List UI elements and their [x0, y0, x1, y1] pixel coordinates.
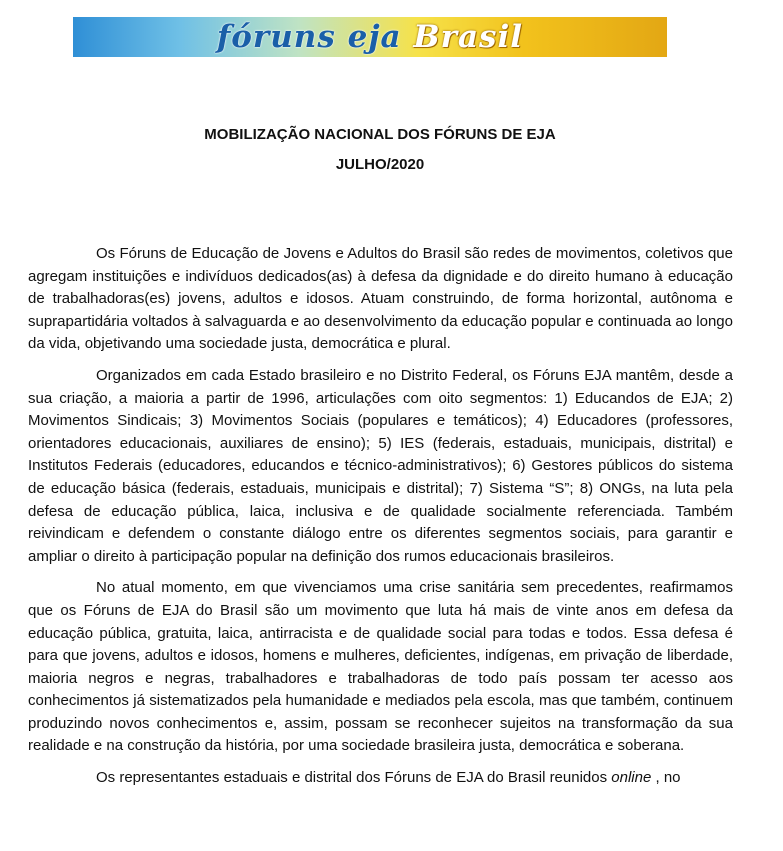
- paragraph-4-text: Os representantes estaduais e distrital dos Fóruns de EJA do Brasil reunidos: [96, 769, 612, 787]
- logo-word-eja: eja: [347, 18, 402, 55]
- paragraph-4-end: , no: [651, 769, 681, 787]
- logo-word-brasil: Brasil: [413, 18, 524, 55]
- logo-word-foruns: fóruns: [216, 18, 336, 55]
- paragraph-4: [28, 767, 733, 790]
- logo-text: [216, 18, 524, 55]
- paragraph-3: No atual momento, em que vivenciamos uma crise sanitária sem precedentes, reafirmamos que os Fóruns de EJA do Brasil são um movimento que luta há mais de vinte anos em defesa da educação pública, gratuita, laica, antirracista e de qualidade social para todas e todos. Essa defesa é para que jovens, adultos e idosos, homens e mulheres, deficientes, indígenas, em privação de liberdade, maioria negros e negras, trabalhadores e trabalhadoras de todo país possam ter acesso aos conhecimentos já sistematizados pela humanidade e mediados pela escola, mas que também, continuem produzindo novos conhecimentos e, assim, possam se reconhecer sujeitos na transformação da sua realidade e na construção da história, por uma sociedade brasileira justa, democrática e soberana.: [28, 579, 733, 755]
- forums-eja-brasil-logo-banner: [73, 17, 667, 57]
- document-date: JULHO/2020: [335, 156, 425, 173]
- paragraph-4-italic: online: [611, 769, 652, 787]
- paragraph-2: Organizados em cada Estado brasileiro e no Distrito Federal, os Fóruns EJA mantêm, desde a sua criação, a maioria a partir de 1996, articulações com oito segmentos: 1) Educandos de EJA; 2) Movimentos Sindicais; 3) Movimentos Sociais (populares e temáticos); 4) Educadores (professores, orientadores educacionais, auxiliares de ensino); 5) IES (federais, estaduais, municipais, distrital) e Institutos Federais (educadores, educandos e técnico-administrativos); 6) Gestores públicos do sistema de educação básica (federais, estaduais, municipais e distrital); 7) Sistema “S”; 8) ONGs, na luta pela defesa de educação pública, laica, inclusiva e de qualidade socialmente referenciada. Também reivindicam e defendem o constante diálogo entre os diferentes segmentos sociais, para garantir e ampliar o direito à participação popular na definição dos rumos educacionais brasileiros.: [28, 366, 733, 565]
- document-title: MOBILIZAÇÃO NACIONAL DOS FÓRUNS DE EJA: [204, 126, 556, 143]
- document-body: [28, 243, 733, 799]
- paragraph-1: Os Fóruns de Educação de Jovens e Adultos do Brasil são redes de movimentos, coletivos que agregam instituições e indivíduos dedicados(as) à defesa da dignidade e do direito humano à educação de trabalhadoras(es) jovens, adultos e idosos. Atuam construindo, de forma horizontal, autônoma e suprapartidária voltados à salvaguarda e ao desenvolvimento da educação popular e continuada ao longo da vida, objetivando uma sociedade justa, democrática e plural.: [28, 245, 733, 353]
